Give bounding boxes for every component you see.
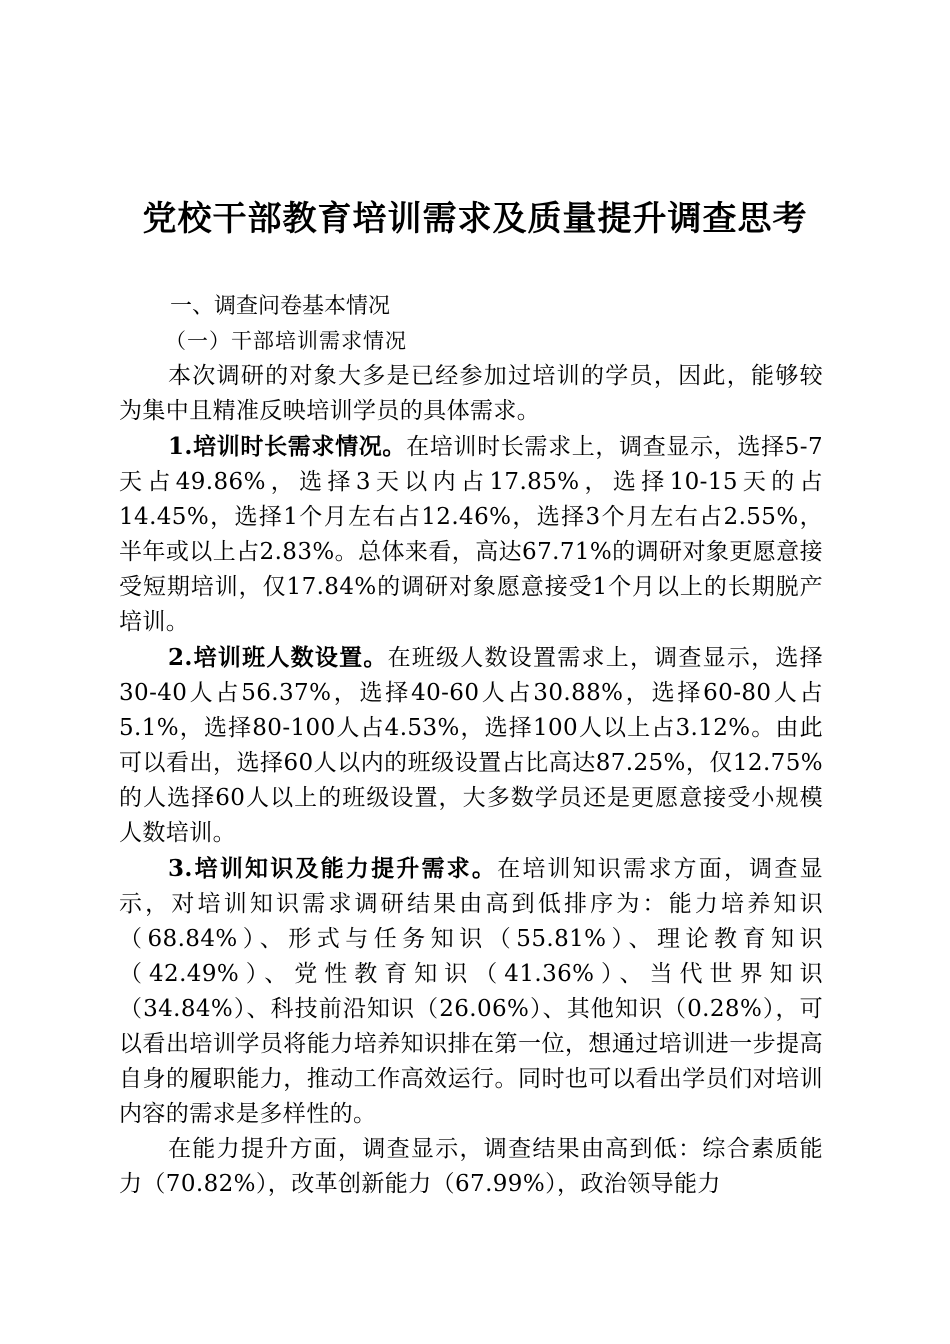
paragraph-lead: 1.培训时长需求情况。 [168,433,407,460]
paragraph-text: 在培训时长需求上，调查显示，选择5-7天占49.86%，选择3天以内占17.85%，选择10-15天的占14.45%，选择1个月左右占12.46%，选择3个月左右占2.55%，半年或以上占2.83%。总体来看，高达67.71%的调研对象更愿意接受短期培训，仅17.84%的调研对象愿意接受1个月以上的长期脱产培训。 [119,434,824,635]
intro-paragraph: 本次调研的对象大多是已经参加过培训的学员，因此，能够较为集中且精准反映培训学员的具体需求。 [119,363,823,424]
paragraph-text: 在班级人数设置需求上，调查显示，选择30-40人占56.37%，选择40-60人占30.88%，选择60-80人占5.1%，选择80-100人占4.53%，选择100人以上占3.12%。由此可以看出，选择60人以内的班级设置占比高达87.25%，仅12.75%的人选择60人以上的班级设置，大多数学员还是更愿意接受小规模人数培训。 [119,645,824,846]
subsection-heading: （一）干部培训需求情况 [165,329,407,353]
paragraph-training-duration [119,429,823,640]
paragraph-lead: 3.培训知识及能力提升需求。 [168,855,498,882]
document-body [119,289,823,1202]
paragraph-knowledge-needs [119,851,823,1132]
paragraph-class-size [119,640,823,851]
paragraph-lead: 2.培训班人数设置。 [168,644,388,671]
paragraph-text: 在培训知识需求方面，调查显示，对培训知识需求调研结果由高到低排序为：能力培养知识（68.84%）、形式与任务知识（55.81%）、理论教育知识（42.49%）、党性教育知识（41.36%）、当代世界知识（34.84%）、科技前沿知识（26.06%）、其他知识（0.28%），可以看出培训学员将能力培养知识排在第一位，想通过培训进一步提高自身的履职能力，推动工作高效运行。同时也可以看出学员们对培训内容的需求是多样性的。 [119,856,823,1127]
section-heading: 一、调查问卷基本情况 [170,294,391,319]
document-title: 党校干部教育培训需求及质量提升调查思考 [142,199,808,239]
closing-paragraph: 在能力提升方面，调查显示，调查结果由高到低：综合素质能力（70.82%），改革创新能力（67.99%），政治领导能力 [119,1136,823,1197]
